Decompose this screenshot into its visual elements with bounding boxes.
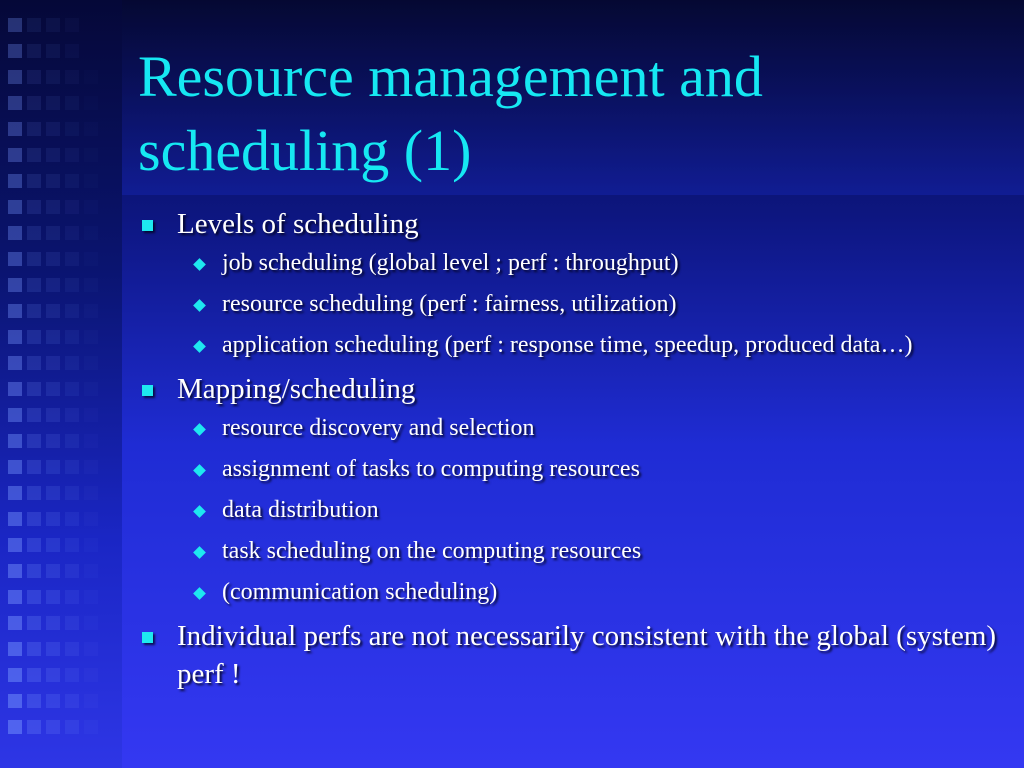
- grid-square: [46, 538, 60, 552]
- bullet-item: [140, 205, 1000, 362]
- diamond-bullet-icon: [193, 546, 206, 559]
- square-bullet-icon: [142, 385, 153, 396]
- square-bullet-icon: [142, 632, 153, 643]
- grid-square: [46, 408, 60, 422]
- sub-bullet-item: [185, 329, 1000, 362]
- sub-bullet-item: [185, 535, 1000, 568]
- grid-square: [65, 226, 79, 240]
- grid-square: [84, 616, 98, 630]
- diamond-bullet-icon: [193, 587, 206, 600]
- grid-square: [8, 200, 22, 214]
- grid-square: [27, 304, 41, 318]
- grid-square: [65, 668, 79, 682]
- grid-square: [65, 148, 79, 162]
- grid-square: [27, 200, 41, 214]
- grid-square: [65, 512, 79, 526]
- diamond-bullet-icon: [193, 423, 206, 436]
- grid-square: [84, 434, 98, 448]
- sub-bullet-list: [177, 247, 1000, 362]
- grid-square: [27, 122, 41, 136]
- grid-square: [84, 512, 98, 526]
- grid-square: [84, 174, 98, 188]
- grid-square: [27, 668, 41, 682]
- grid-square: [84, 460, 98, 474]
- grid-square: [65, 382, 79, 396]
- diamond-bullet-icon: [193, 505, 206, 518]
- grid-square: [27, 694, 41, 708]
- grid-square: [8, 434, 22, 448]
- grid-square: [8, 668, 22, 682]
- grid-square: [65, 304, 79, 318]
- grid-square: [8, 174, 22, 188]
- grid-square: [46, 694, 60, 708]
- grid-square: [65, 720, 79, 734]
- grid-square: [8, 512, 22, 526]
- sub-bullet-list: [177, 412, 1000, 609]
- grid-square: [65, 356, 79, 370]
- grid-square: [27, 252, 41, 266]
- left-decorative-panel: [0, 0, 122, 768]
- grid-square: [65, 538, 79, 552]
- diamond-bullet-icon: [193, 464, 206, 477]
- grid-square: [84, 408, 98, 422]
- sub-bullet-text: resource scheduling (perf : fairness, utilization): [222, 291, 677, 317]
- grid-square: [65, 642, 79, 656]
- grid-square: [46, 44, 60, 58]
- grid-square: [46, 512, 60, 526]
- grid-square: [84, 564, 98, 578]
- grid-square: [46, 720, 60, 734]
- grid-square: [8, 18, 22, 32]
- grid-square: [46, 668, 60, 682]
- grid-square: [27, 382, 41, 396]
- sub-bullet-item: [185, 247, 1000, 280]
- grid-square: [46, 148, 60, 162]
- square-bullet-icon: [142, 220, 153, 231]
- bullet-item: [140, 617, 1000, 693]
- grid-square: [84, 200, 98, 214]
- grid-square: [8, 330, 22, 344]
- grid-square: [84, 668, 98, 682]
- grid-square: [27, 590, 41, 604]
- grid-square: [46, 486, 60, 500]
- grid-square: [27, 616, 41, 630]
- grid-square: [8, 720, 22, 734]
- bullet-list: [140, 205, 1000, 693]
- grid-square: [65, 616, 79, 630]
- grid-square: [84, 226, 98, 240]
- grid-square: [65, 44, 79, 58]
- grid-square: [27, 70, 41, 84]
- grid-square: [46, 252, 60, 266]
- grid-square: [46, 174, 60, 188]
- grid-square: [84, 538, 98, 552]
- grid-square: [84, 278, 98, 292]
- slide-title: Resource management and scheduling (1): [138, 44, 763, 183]
- grid-square: [84, 590, 98, 604]
- grid-square: [65, 486, 79, 500]
- grid-square: [27, 18, 41, 32]
- grid-square: [8, 486, 22, 500]
- grid-square: [46, 304, 60, 318]
- grid-square: [8, 590, 22, 604]
- bullet-text: Individual perfs are not necessarily consistent with the global (system) perf !: [177, 620, 997, 690]
- grid-square: [84, 330, 98, 344]
- grid-square: [65, 694, 79, 708]
- sub-bullet-text: data distribution: [222, 497, 379, 523]
- grid-square: [84, 304, 98, 318]
- grid-square: [46, 200, 60, 214]
- grid-square: [84, 642, 98, 656]
- grid-square: [46, 70, 60, 84]
- sub-bullet-item: [185, 494, 1000, 527]
- grid-square: [84, 122, 98, 136]
- grid-square: [65, 434, 79, 448]
- grid-square: [46, 434, 60, 448]
- grid-square: [65, 460, 79, 474]
- grid-square: [65, 174, 79, 188]
- sub-bullet-text: resource discovery and selection: [222, 415, 535, 441]
- grid-square: [65, 330, 79, 344]
- grid-square: [27, 642, 41, 656]
- grid-square: [27, 460, 41, 474]
- grid-square: [46, 226, 60, 240]
- grid-square: [65, 564, 79, 578]
- grid-square: [27, 486, 41, 500]
- grid-square: [65, 408, 79, 422]
- grid-square: [84, 720, 98, 734]
- grid-square: [65, 122, 79, 136]
- grid-square: [65, 278, 79, 292]
- grid-square: [65, 200, 79, 214]
- grid-square: [8, 122, 22, 136]
- grid-square: [8, 460, 22, 474]
- sub-bullet-text: assignment of tasks to computing resources: [222, 456, 640, 482]
- grid-square: [46, 96, 60, 110]
- grid-square: [46, 122, 60, 136]
- grid-square: [27, 564, 41, 578]
- grid-square: [46, 460, 60, 474]
- grid-square: [27, 174, 41, 188]
- grid-square: [8, 564, 22, 578]
- grid-square: [8, 148, 22, 162]
- grid-square: [84, 70, 98, 84]
- grid-square: [27, 408, 41, 422]
- grid-square: [46, 564, 60, 578]
- grid-square: [46, 18, 60, 32]
- grid-square: [65, 252, 79, 266]
- grid-square: [8, 96, 22, 110]
- grid-square: [27, 226, 41, 240]
- grid-square: [65, 96, 79, 110]
- grid-square: [27, 96, 41, 110]
- diamond-bullet-icon: [193, 340, 206, 353]
- grid-square: [46, 590, 60, 604]
- grid-square: [27, 512, 41, 526]
- grid-square: [8, 356, 22, 370]
- grid-square: [84, 694, 98, 708]
- grid-square: [8, 382, 22, 396]
- grid-square: [65, 590, 79, 604]
- grid-square: [27, 148, 41, 162]
- grid-square: [65, 18, 79, 32]
- grid-square: [84, 382, 98, 396]
- grid-square: [8, 278, 22, 292]
- grid-square: [8, 226, 22, 240]
- sub-bullet-text: application scheduling (perf : response time, speedup, produced data…): [222, 332, 913, 358]
- grid-square: [8, 642, 22, 656]
- grid-square: [84, 356, 98, 370]
- grid-square: [27, 44, 41, 58]
- grid-square: [27, 538, 41, 552]
- grid-square: [46, 356, 60, 370]
- bullet-item: [140, 370, 1000, 609]
- square-grid-decoration: [0, 18, 122, 768]
- diamond-bullet-icon: [193, 299, 206, 312]
- grid-square: [27, 330, 41, 344]
- sub-bullet-item: [185, 453, 1000, 486]
- grid-square: [8, 694, 22, 708]
- grid-square: [84, 486, 98, 500]
- grid-square: [46, 330, 60, 344]
- grid-square: [46, 278, 60, 292]
- grid-square: [27, 434, 41, 448]
- grid-square: [84, 96, 98, 110]
- grid-square: [8, 304, 22, 318]
- grid-square: [84, 148, 98, 162]
- sub-bullet-text: (communication scheduling): [222, 579, 498, 605]
- sub-bullet-item: [185, 576, 1000, 609]
- grid-square: [27, 720, 41, 734]
- grid-square: [8, 44, 22, 58]
- grid-square: [27, 278, 41, 292]
- grid-square: [46, 642, 60, 656]
- sub-bullet-item: [185, 288, 1000, 321]
- diamond-bullet-icon: [193, 258, 206, 271]
- bullet-text: Mapping/scheduling: [177, 373, 416, 405]
- sub-bullet-text: job scheduling (global level ; perf : throughput): [222, 250, 679, 276]
- grid-square: [84, 252, 98, 266]
- grid-square: [46, 616, 60, 630]
- grid-square: [8, 252, 22, 266]
- sub-bullet-text: task scheduling on the computing resources: [222, 538, 642, 564]
- grid-square: [8, 70, 22, 84]
- sub-bullet-item: [185, 412, 1000, 445]
- bullet-text: Levels of scheduling: [177, 208, 419, 240]
- grid-square: [65, 70, 79, 84]
- grid-square: [27, 356, 41, 370]
- grid-square: [8, 616, 22, 630]
- grid-square: [8, 538, 22, 552]
- grid-square: [46, 382, 60, 396]
- grid-square: [8, 408, 22, 422]
